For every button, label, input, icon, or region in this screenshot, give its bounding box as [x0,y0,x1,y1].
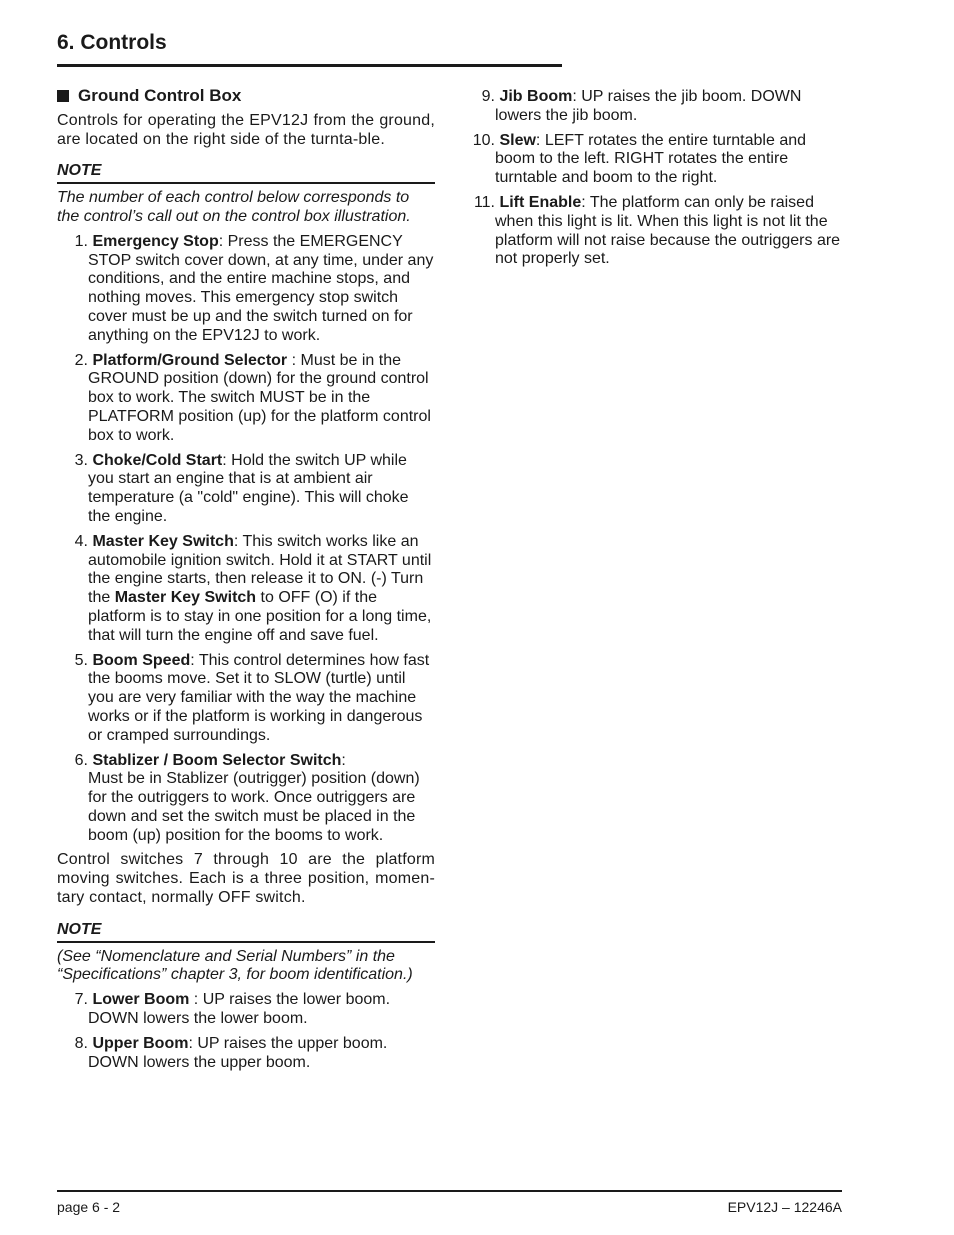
list-item [57,752,435,846]
control-term: Choke/Cold Start [92,451,223,469]
item-body [88,752,435,846]
control-term: Lift Enable [499,193,582,211]
item-number: 2. [74,351,88,369]
list-item [462,88,842,126]
control-list-platform [462,88,842,269]
control-term: Upper Boom [92,1034,189,1052]
item-separator: : [189,991,203,1009]
item-body [88,233,435,346]
item-number: 3. [74,451,88,469]
item-description: LEFT rotates the entire turntable and boom to the left. RIGHT rotates the entire turntable and boom to the right. [495,131,807,187]
item-separator: : [222,451,232,469]
left-column [57,87,435,1078]
list-item [57,352,435,446]
list-item [57,533,435,646]
note-heading: NOTE [57,921,435,943]
list-item [57,452,435,527]
document-id: EPV12J – 12246A [727,1199,842,1215]
item-body [88,652,435,746]
item-body [88,452,435,527]
item-separator: : [188,1034,198,1052]
item-separator: : [341,751,346,769]
item-description: Must be in Stablizer (outrigger) position (down) for the outriggers to work. Once outriggers are down and set the switch must be placed in the boom (up) position for the booms to work. [88,770,420,844]
control-term: Platform/Ground Selector [92,351,288,369]
list-item [57,233,435,346]
intro-paragraph: Controls for operating the EPV12J from the ground, are located on the right side of the turnta-ble. [57,111,435,148]
square-bullet-icon [57,90,69,102]
item-description: This switch works like an automobile ignition switch. Hold it at START until the engine starts, then release it to ON. (-) Turn the [88,532,432,607]
item-description: UP raises the jib boom. DOWN lowers the jib boom. [495,88,802,124]
item-separator: : [190,651,199,669]
note-heading: NOTE [57,162,435,184]
item-number: 7. [74,991,88,1009]
item-description: UP raises the lower boom. DOWN lowers the lower boom. [88,991,391,1028]
item-separator: : [572,88,582,105]
section-heading-text: Ground Control Box [78,86,242,105]
item-description: Hold the switch UP while you start an engine that is at ambient air temperature (a "cold" engine). This will choke the engine. [88,451,409,525]
item-body [88,1035,435,1073]
item-number: 11. [473,193,495,211]
control-term: Jib Boom [499,88,573,105]
list-item [57,1035,435,1073]
item-number: 1. [74,232,88,250]
chapter-title-rule [57,64,562,67]
item-body [495,194,842,269]
right-column [462,88,842,275]
control-term-inline: Master Key Switch [114,589,257,607]
control-list [57,233,435,846]
control-list-booms [57,991,435,1072]
item-separator: : [535,131,545,149]
section-heading [57,87,435,106]
item-separator: : [287,351,301,369]
item-separator: : [218,232,228,250]
item-description: Must be in the GROUND position (down) for the ground control box to work. The switch MUST be in the PLATFORM position (up) for the platform control box to work. [88,351,431,444]
list-item [57,991,435,1029]
note-text: The number of each control below corresponds to the control’s call out on the control box illustration. [57,189,411,225]
item-separator: : [581,193,590,211]
chapter-title: 6. Controls [57,31,167,54]
list-item [57,652,435,746]
item-number: 9. [481,88,495,105]
list-item [462,132,842,188]
control-term: Boom Speed [92,651,191,669]
item-description: The platform can only be raised when this light is lit. When this light is not lit the platform will not raise because the outriggers are not properly set. [495,193,841,268]
item-separator: : [233,532,243,550]
item-description: Press the EMERGENCY STOP switch cover down, at any time, under any conditions, and the entire machine stops, and nothing moves. This emergency stop switch cover must be up and the switch turned on for anything on the EPV12J to work. [88,232,434,344]
item-body [495,132,842,188]
item-number: 8. [74,1034,88,1052]
item-description: This control determines how fast the booms move. Set it to SLOW (turtle) until you are very familiar with the way the machine works or if the platform is working in dangerous or cramped surroundings. [88,651,430,744]
control-term: Emergency Stop [92,232,219,250]
item-description-cont: to OFF (O) if the platform is to stay in one position for a long time, that will turn the engine off and save fuel. [88,589,432,644]
item-number: 6. [74,751,88,769]
switches-paragraph: Control switches 7 through 10 are the platform moving switches. Each is a three position, momen-tary contact, normally OFF switch. [57,851,435,907]
page-number: page 6 - 2 [57,1199,121,1215]
item-body [88,352,435,446]
item-number: 5. [74,651,88,669]
item-description: UP raises the upper boom. DOWN lowers the upper boom. [88,1034,388,1071]
item-body [88,533,435,646]
control-term: Stablizer / Boom Selector Switch [92,751,342,769]
item-body [88,991,435,1029]
note-text: (See “Nomenclature and Serial Numbers” in the “Specifications” chapter 3, for boom identification.) [57,947,413,984]
control-term: Lower Boom [92,991,190,1009]
item-number: 10. [472,131,495,149]
item-number: 4. [74,532,88,550]
list-item [462,194,842,269]
footer-rule [57,1190,842,1192]
item-body [495,88,842,126]
control-term: Master Key Switch [92,532,234,550]
control-term: Slew [499,131,536,149]
